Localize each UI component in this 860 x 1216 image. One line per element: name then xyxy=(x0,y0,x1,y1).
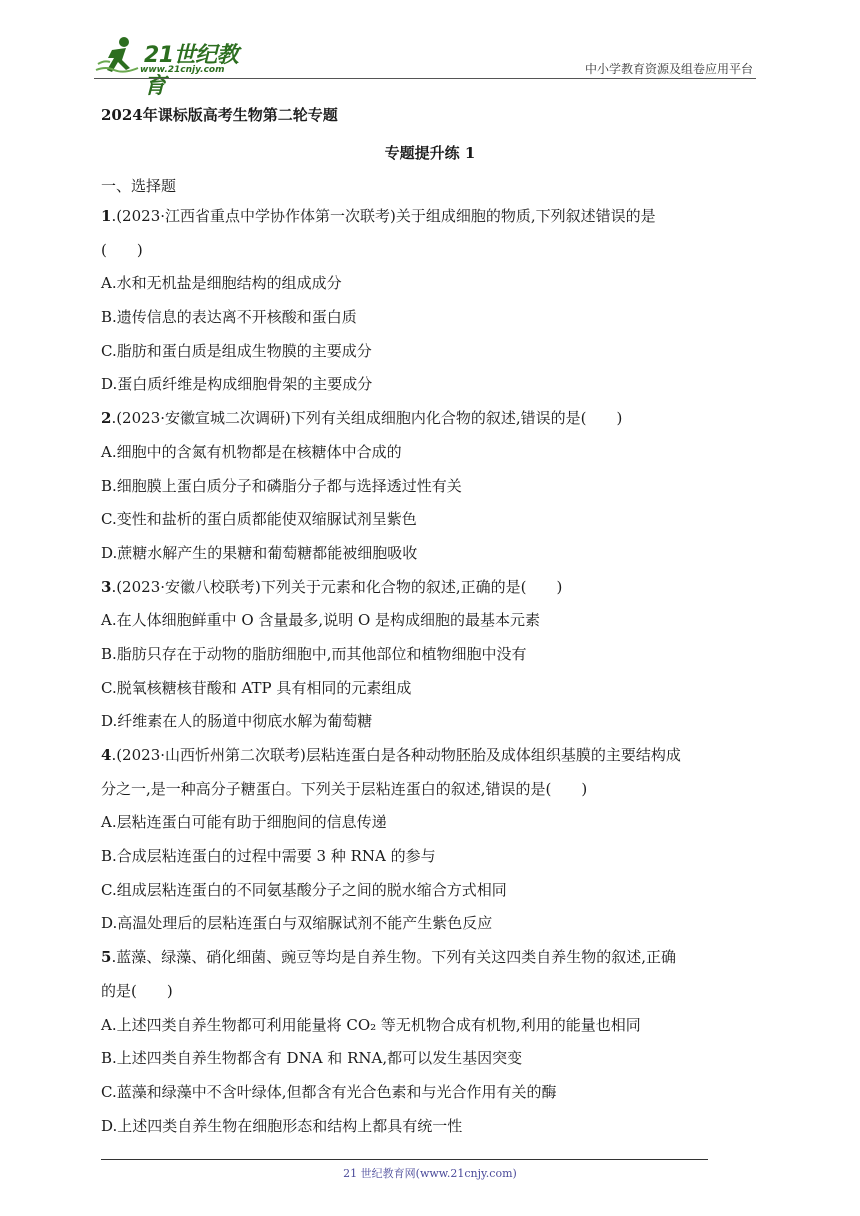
answer-option: D.上述四类自养生物在细胞形态和结构上都具有统一性 xyxy=(101,1116,463,1135)
answer-option: B.遗传信息的表达离不开核酸和蛋白质 xyxy=(101,308,357,327)
question-stem xyxy=(101,941,761,975)
question-number: 4 xyxy=(101,746,112,764)
runner-logo-icon xyxy=(94,34,142,78)
answer-option: D.蛋白质纤维是构成细胞骨架的主要成分 xyxy=(101,375,373,394)
answer-option: C.蓝藻和绿藻中不含叶绿体,但都含有光合色素和与光合作用有关的酶 xyxy=(101,1082,557,1101)
question-stem xyxy=(101,402,761,436)
question-stem-text: .蓝藻、绿藻、硝化细菌、豌豆等均是自养生物。下列有关这四类自养生物的叙述,正确 xyxy=(111,948,676,967)
answer-option: B.细胞膜上蛋白质分子和磷脂分子都与选择透过性有关 xyxy=(101,476,462,495)
site-logo[interactable] xyxy=(94,34,259,99)
answer-option: A.在人体细胞鲜重中 O 含量最多,说明 O 是构成细胞的最基本元素 xyxy=(101,611,541,630)
footer-divider xyxy=(101,1159,708,1160)
question-stem-text: 分之一,是一种高分子糖蛋白。下列关于层粘连蛋白的叙述,错误的是( ) xyxy=(101,779,588,798)
header-divider xyxy=(94,78,756,79)
question-number: 3 xyxy=(101,577,112,596)
section-title: 专题提升练 1 xyxy=(384,144,476,162)
question-number: 5 xyxy=(101,948,112,967)
answer-option: C.脂肪和蛋白质是组成生物膜的主要成分 xyxy=(101,341,372,360)
page-header xyxy=(0,0,860,99)
answer-option: C.组成层粘连蛋白的不同氨基酸分子之间的脱水缩合方式相同 xyxy=(101,880,507,899)
question-stem-text: .(2023·江西省重点中学协作体第一次联考)关于组成细胞的物质,下列叙述错误的是 xyxy=(111,207,656,225)
answer-option: D.纤维素在人的肠道中彻底水解为葡萄糖 xyxy=(101,712,373,731)
question-stem xyxy=(101,975,761,1009)
footer-text[interactable]: 21 世纪教育网(www.21cnjy.com) xyxy=(343,1167,517,1180)
answer-option: A.层粘连蛋白可能有助于细胞间的信息传递 xyxy=(101,813,387,832)
answer-option: D.蔗糖水解产生的果糖和葡萄糖都能被细胞吸收 xyxy=(101,543,418,562)
answer-option: B.脂肪只存在于动物的脂肪细胞中,而其他部位和植物细胞中没有 xyxy=(101,644,527,663)
question-stem xyxy=(101,773,761,807)
question-number: 2 xyxy=(101,409,112,428)
answer-option: A.细胞中的含氮有机物都是在核糖体中合成的 xyxy=(101,442,402,461)
question-list xyxy=(101,200,761,1143)
platform-name: 中小学教育资源及组卷应用平台 xyxy=(584,62,753,76)
question-stem xyxy=(101,234,761,268)
question-stem xyxy=(101,571,761,605)
answer-option: C.脱氧核糖核苷酸和 ATP 具有相同的元素组成 xyxy=(101,678,412,697)
part-title: 一、选择题 xyxy=(101,177,177,195)
logo-url: www.21cnjy.com xyxy=(140,65,225,75)
question-stem-text: 的是( ) xyxy=(101,981,173,1000)
question-stem xyxy=(101,739,761,773)
answer-option: A.水和无机盐是细胞结构的组成成分 xyxy=(101,274,342,293)
logo-text: 21世纪教育 xyxy=(144,43,239,99)
answer-option: D.高温处理后的层粘连蛋白与双缩脲试剂不能产生紫色反应 xyxy=(101,914,493,933)
question-stem-text: .(2023·山西忻州第二次联考)层粘连蛋白是各种动物胚胎及成体组织基膜的主要结构成 xyxy=(111,746,681,764)
answer-option: A.上述四类自养生物都可利用能量将 CO₂ 等无机物合成有机物,利用的能量也相同 xyxy=(101,1015,641,1034)
answer-option: C.变性和盐析的蛋白质都能使双缩脲试剂呈紫色 xyxy=(101,510,417,529)
answer-option: B.合成层粘连蛋白的过程中需要 3 种 RNA 的参与 xyxy=(101,847,436,866)
question-number: 1 xyxy=(101,207,112,225)
question-stem-text: ( ) xyxy=(101,240,143,259)
question-stem xyxy=(101,200,761,234)
question-stem-text: .(2023·安徽宣城二次调研)下列有关组成细胞内化合物的叙述,错误的是( ) xyxy=(111,409,623,428)
answer-option: B.上述四类自养生物都含有 DNA 和 RNA,都可以发生基因突变 xyxy=(101,1049,523,1068)
question-stem-text: .(2023·安徽八校联考)下列关于元素和化合物的叙述,正确的是( ) xyxy=(111,577,563,596)
document-title: 2024年课标版高考生物第二轮专题 xyxy=(101,106,338,124)
